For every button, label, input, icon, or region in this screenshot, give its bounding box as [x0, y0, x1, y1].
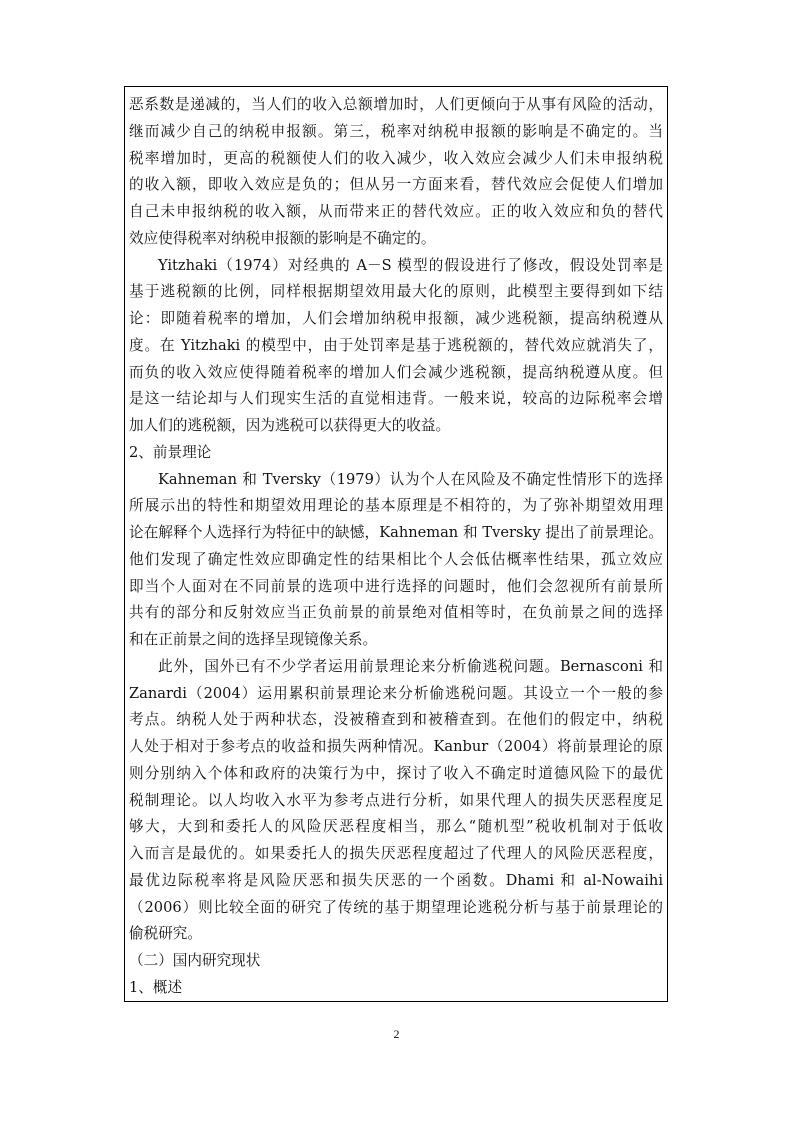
text-line: 继而减少自己的纳税申报额。第三，税率对纳税申报额的影响是不确定的。当 [129, 122, 663, 140]
text-line: 而负的收入效应使得随着税率的增加人们会减少逃税额，提高纳税遵从度。但 [129, 363, 663, 381]
text-line: 自己未申报纳税的收入额，从而带来正的替代效应。正的收入效应和负的替代 [129, 203, 663, 220]
text-line: 是这一结论却与人们现实生活的直觉相违背。一般来说，较高的边际税率会增 [129, 390, 663, 408]
document-text-frame [124, 86, 668, 1002]
text-line: Yitzhaki（1974）对经典的 A－S 模型的假设进行了修改，假设处罚率是 [158, 256, 663, 274]
text-line: （2006）则比较全面的研究了传统的基于期望理论逃税分析与基于前景理论的 [129, 898, 663, 916]
text-line: 入而言是最优的。如果委托人的损失厌恶程度超过了代理人的风险厌恶程度， [129, 845, 663, 862]
text-line: 加人们的逃税额，因为逃税可以获得更大的收益。 [129, 417, 451, 434]
text-line: Kahneman 和 Tversky（1979）认为个人在风险及不确定性情形下的选择 [158, 470, 663, 488]
text-line: 共有的部分和反射效应当正负前景的前景绝对值相等时，在负前景之间的选择 [129, 604, 663, 622]
text-line: 则分别纳入个体和政府的决策行为中，探讨了收入不确定时道德风险下的最优 [129, 764, 663, 782]
page-number: 2 [393, 1027, 400, 1041]
text-line: Zanardi（2004）运用累积前景理论来分析偷逃税问题。其设立一个一般的参 [129, 684, 663, 702]
text-line: 税率增加时，更高的税额使人们的收入减少，收入效应会减少人们未申报纳税 [129, 149, 663, 167]
text-line: 2、前景理论 [129, 443, 212, 461]
text-line: 考点。纳税人处于两种状态，没被稽查到和被稽查到。在他们的假定中，纳税 [129, 711, 663, 729]
text-line: （二）国内研究现状 [129, 952, 261, 969]
text-line: 此外，国外已有不少学者运用前景理论来分析偷逃税问题。Bernasconi 和 [158, 657, 663, 675]
text-line: 的收入额，即收入效应是负的；但从另一方面来看，替代效应会促使人们增加 [129, 176, 663, 194]
text-line: 基于逃税额的比例，同样根据期望效用最大化的原则，此模型主要得到如下结 [129, 283, 663, 301]
text-line: 和在正前景之间的选择呈现镜像关系。 [129, 631, 378, 648]
text-line: 人处于相对于参考点的收益和损失两种情况。Kanbur（2004）将前景理论的原 [129, 738, 663, 755]
text-line: 最优边际税率将是风险厌恶和损失厌恶的一个函数。Dhami 和 al-Nowaihi [129, 871, 663, 889]
document-body [129, 92, 663, 1002]
text-line: 够大，大到和委托人的风险厌恶程度相当，那么“随机型”税收机制对于低收 [129, 818, 663, 836]
text-line: 恶系数是递减的，当人们的收入总额增加时，人们更倾向于从事有风险的活动， [129, 96, 663, 113]
text-line: 度。在 Yitzhaki 的模型中，由于处罚率是基于逃税额的，替代效应就消失了， [129, 336, 663, 354]
text-line: 1、概述 [129, 978, 183, 996]
text-line: 论在解释个人选择行为特征中的缺憾，Kahneman 和 Tversky 提出了前景理论。 [129, 524, 663, 541]
text-line: 所展示出的特性和期望效用理论的基本原理是不相符的，为了弥补期望效用理 [129, 497, 663, 515]
text-line: 税制理论。以人均收入水平为参考点进行分析，如果代理人的损失厌恶程度足 [129, 791, 663, 809]
text-line: 论：即随着税率的增加，人们会增加纳税申报额，减少逃税额，提高纳税遵从 [129, 310, 663, 327]
text-line: 偷税研究。 [129, 925, 202, 943]
text-line: 他们发现了确定性效应即确定性的结果相比个人会低估概率性结果，孤立效应 [129, 550, 663, 568]
text-line: 即当个人面对在不同前景的选项中进行选择的问题时，他们会忽视所有前景所 [129, 577, 663, 595]
text-line: 效应使得税率对纳税申报额的影响是不确定的。 [129, 229, 436, 247]
